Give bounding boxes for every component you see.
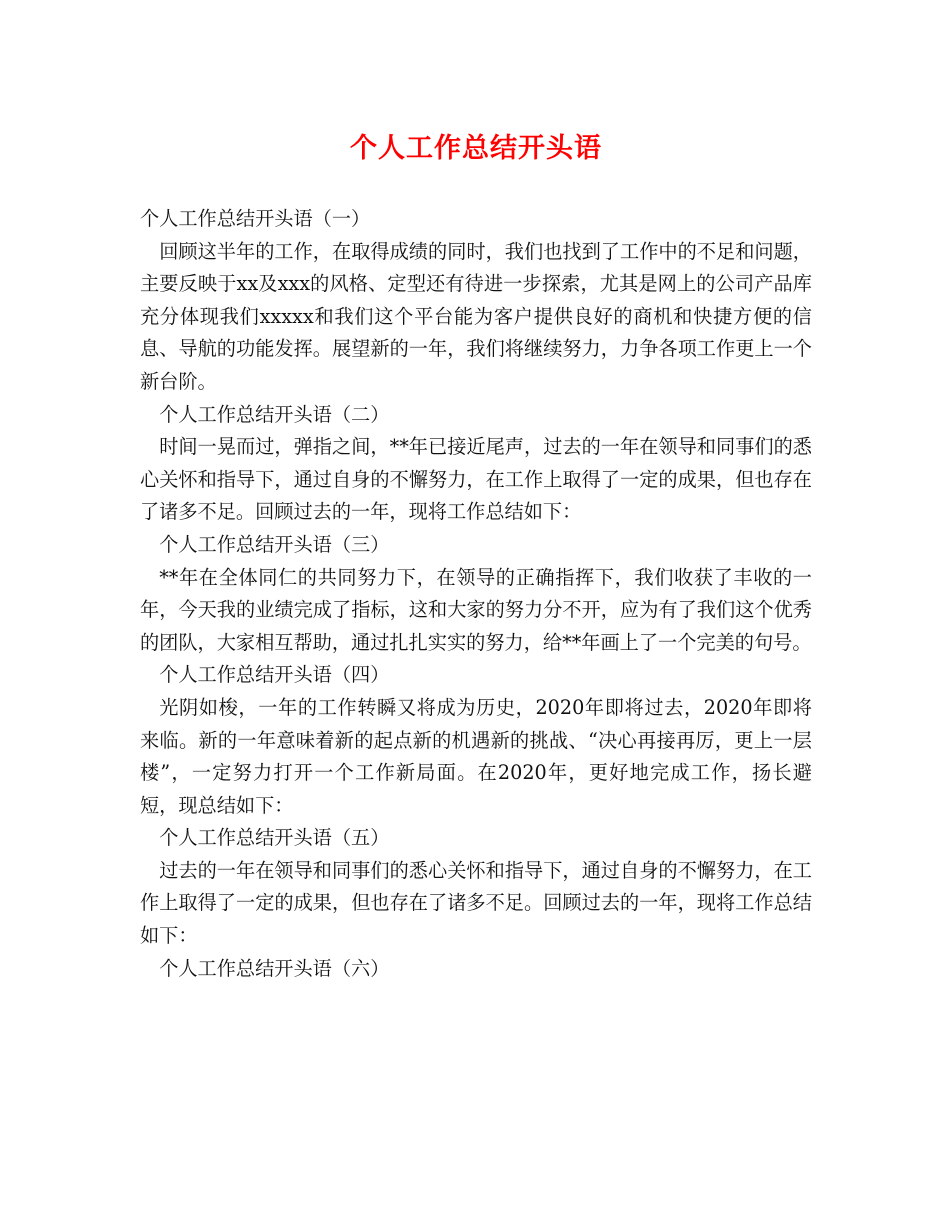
section-body-2: 时间一晃而过，弹指之间，**年已接近尾声，过去的一年在领导和同事们的悉心关怀和指导下，通过自身的不懈努力，在工作上取得了一定的成果，但也存在了诸多不足。回顾过去的一年，现将工作总结如下： [140, 435, 812, 524]
section-body-5: 过去的一年在领导和同事们的悉心关怀和指导下，通过自身的不懈努力，在工作上取得了一定的成果，但也存在了诸多不足。回顾过去的一年，现将工作总结如下： [140, 858, 812, 948]
document-page [140, 125, 812, 985]
section-heading-5: 个人工作总结开头语（五） [159, 826, 390, 850]
document-title: 个人工作总结开头语 [350, 133, 602, 164]
section-heading-3: 个人工作总结开头语（三） [159, 532, 390, 556]
section-heading-2: 个人工作总结开头语（二） [159, 402, 390, 426]
section-heading-4: 个人工作总结开头语（四） [159, 663, 390, 687]
section-body-4: 光阴如梭，一年的工作转瞬又将成为历史，2020年即将过去，2020年即将来临。新的一年意味着新的起点新的机遇新的挑战、“决心再接再厉，更上一层楼”，一定努力打开一个工作新局面。在2020年，更好地完成工作，扬长避短，现总结如下： [140, 695, 812, 817]
section-body-1: 回顾这半年的工作，在取得成绩的同时，我们也找到了工作中的不足和问题，主要反映于xx及xxx的风格、定型还有待进一步探索，尤其是网上的公司产品库充分体现我们xxxxx和我们这个平台能为客户提供良好的商机和快捷方便的信息、导航的功能发挥。展望新的一年，我们将继续努力，力争各项工作更上一个新台阶。 [140, 239, 812, 393]
section-body-3: **年在全体同仁的共同努力下，在领导的正确指挥下，我们收获了丰收的一年，今天我的业绩完成了指标，这和大家的努力分不开，应为有了我们这个优秀的团队，大家相互帮助，通过扎扎实实的努力，给**年画上了一个完美的句号。 [140, 565, 812, 654]
section-heading-1: 个人工作总结开头语（一） [140, 207, 371, 230]
section-heading-6: 个人工作总结开头语（六） [159, 956, 390, 980]
